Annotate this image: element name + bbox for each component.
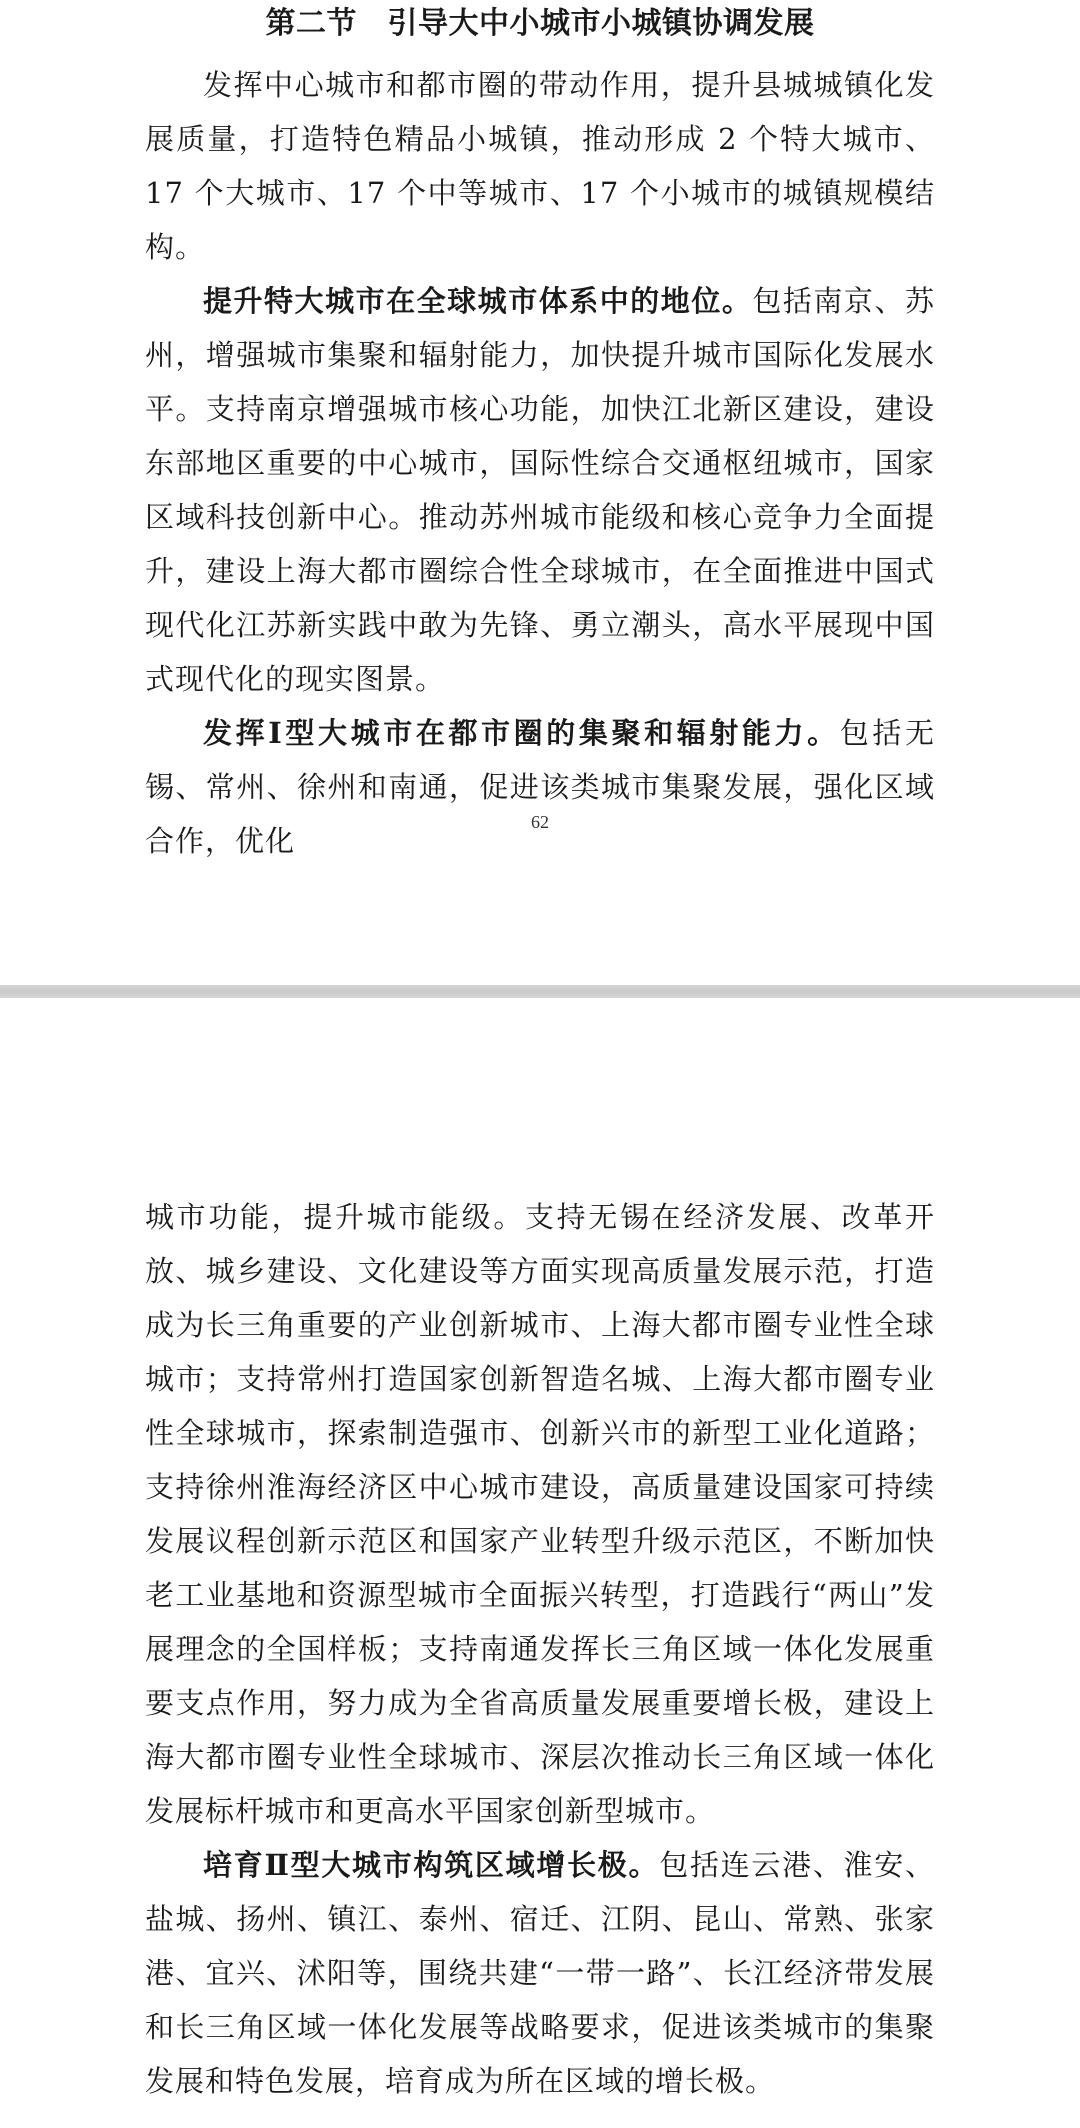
page-number: 62 (531, 812, 549, 832)
paragraph-city-structure (145, 58, 935, 274)
paragraph-lead: 发挥Ⅰ型大城市在都市圈的集聚和辐射能力。 (203, 716, 840, 750)
paragraph-text: 发挥中心城市和都市圈的带动作用，提升县城城镇化发展质量，打造特色精品小城镇，推动形成 2 个特大城市、17 个大城市、17 个中等城市、17 个小城市的城镇规模结构。 (145, 68, 935, 264)
paragraph-text: 城市功能，提升城市能级。支持无锡在经济发展、改革开放、城乡建设、文化建设等方面实现高质量发展示范，打造成为长三角重要的产业创新城市、上海大都市圈专业性全球城市；支持常州打造国家创新智造名城、上海大都市圈专业性全球城市，探索制造强市、创新兴市的新型工业化道路；支持徐州淮海经济区中心城市建设，高质量建设国家可持续发展议程创新示范区和国家产业转型升级示范区，不断加快老工业基地和资源型城市全面振兴转型，打造践行“两山”发展理念的全国样板；支持南通发挥长三角区域一体化发展重要支点作用，努力成为全省高质量发展重要增长极，建设上海大都市圈专业性全球城市、深层次推动长三角区域一体化发展标杆城市和更高水平国家创新型城市。 (145, 1200, 935, 1828)
page-separator (0, 985, 1080, 998)
paragraph-type2-cities (145, 1838, 935, 2108)
document-page-top (0, 0, 1080, 985)
paragraph-text: 包括无锡、常州、徐州和南通，促进该类城市集聚发展，强化区域合作，优化 (145, 716, 935, 858)
paragraph-type1-cities (145, 706, 935, 868)
paragraph-megacities (145, 274, 935, 706)
paragraph-text: 包括南京、苏州，增强城市集聚和辐射能力，加快提升城市国际化发展水平。支持南京增强城市核心功能，加快江北新区建设，建设东部地区重要的中心城市，国际性综合交通枢纽城市，国家区域科技创新中心。推动苏州城市能级和核心竞争力全面提升，建设上海大都市圈综合性全球城市，在全面推进中国式现代化江苏新实践中敢为先锋、勇立潮头，高水平展现中国式现代化的现实图景。 (145, 284, 935, 696)
paragraph-type1-continued (145, 1190, 935, 1838)
paragraph-lead: 提升特大城市在全球城市体系中的地位。 (203, 284, 753, 318)
bottom-page-body (145, 1190, 935, 2108)
paragraph-text: 包括连云港、淮安、盐城、扬州、镇江、泰州、宿迁、江阴、昆山、常熟、张家港、宜兴、沭阳等，围绕共建“一带一路”、长江经济带发展和长三角区域一体化发展等战略要求，促进该类城市的集聚发展和特色发展，培育成为所在区域的增长极。 (145, 1848, 935, 2098)
top-page-body (145, 58, 935, 868)
section-heading: 第二节 引导大中小城市小城镇协调发展 (265, 6, 815, 41)
paragraph-lead: 培育Ⅱ型大城市构筑区域增长极。 (203, 1848, 660, 1882)
